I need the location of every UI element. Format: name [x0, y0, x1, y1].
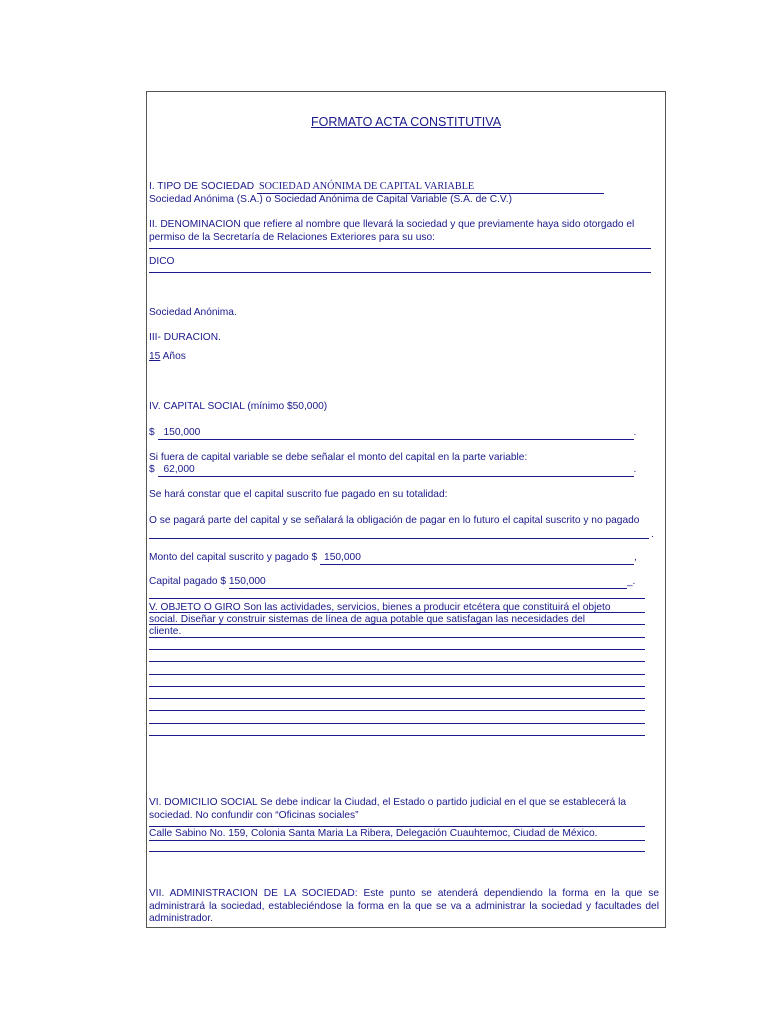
objeto-ruled-line[interactable] — [149, 674, 645, 675]
sociedad-anonima-text: Sociedad Anónima. — [149, 307, 237, 318]
capital-suscrito-comma: , — [634, 552, 637, 563]
objeto-ruled-line[interactable] — [149, 661, 645, 662]
denominacion-line2: permiso de la Secretaría de Relaciones Exteriores para su uso: — [149, 232, 435, 243]
capital-suscrito-value[interactable]: 150,000 — [320, 552, 634, 565]
capital-suscrito-row — [149, 552, 637, 565]
objeto-line1: V. OBJETO O GIRO Son las actividades, servicios, bienes a producir etcétera que constituirá el objeto — [149, 602, 611, 613]
denominacion-blank-line — [149, 248, 651, 249]
document-page — [146, 91, 666, 928]
domicilio-top-line — [149, 826, 645, 827]
denominacion-value[interactable]: DICO — [149, 256, 175, 267]
capital-totalidad: Se hará constar que el capital suscrito fue pagado en su totalidad: — [149, 489, 448, 500]
capital-parte-period: . — [651, 529, 654, 540]
duracion-row — [149, 351, 186, 363]
capital-suscrito-label: Monto del capital suscrito y pagado $ — [149, 552, 318, 563]
capital-value[interactable]: 150,000 — [158, 427, 634, 440]
capital-dollar: $ — [149, 427, 155, 438]
objeto-ruled-line[interactable] — [149, 735, 645, 736]
capital-variable-period: . — [633, 464, 637, 475]
capital-variable-dollar: $ — [149, 464, 155, 475]
domicilio-underline — [149, 840, 645, 841]
objeto-ruled-line[interactable] — [149, 624, 645, 625]
capital-variable-label: Si fuera de capital variable se debe señalar el monto del capital en la parte variable: — [149, 452, 528, 463]
objeto-ruled-line[interactable] — [149, 710, 645, 711]
objeto-ruled-line[interactable] — [149, 723, 645, 724]
denominacion-line1: II. DENOMINACION que refiere al nombre que llevará la sociedad y que previamente haya sido otorgado el — [149, 219, 635, 230]
capital-variable-row — [149, 464, 636, 477]
capital-pagado-row — [149, 576, 635, 589]
objeto-line3: cliente. — [149, 626, 182, 637]
objeto-top-line — [149, 598, 645, 599]
domicilio-blank-line — [149, 851, 645, 852]
administracion-text: VII. ADMINISTRACION DE LA SOCIEDAD: Este punto se atenderá dependiendo la forma en la que se administrará la sociedad, estableciéndose la forma en la que se va a administrar la sociedad y facultades del administrador. — [149, 888, 659, 924]
objeto-ruled-line[interactable] — [149, 698, 645, 699]
capital-period: . — [633, 427, 637, 438]
objeto-line2: social. Diseñar y construir sistemas de línea de agua potable que satisfagan las necesidades del — [149, 614, 586, 625]
capital-variable-value[interactable]: 62,000 — [158, 464, 634, 477]
capital-row — [149, 427, 636, 440]
duracion-label: III- DURACION. — [149, 332, 221, 343]
duracion-years[interactable]: 15 — [149, 351, 161, 362]
capital-label: IV. CAPITAL SOCIAL (mínimo $50,000) — [149, 401, 328, 412]
tipo-value[interactable]: SOCIEDAD ANÓNIMA DE CAPITAL VARIABLE — [257, 181, 604, 194]
objeto-ruled-line[interactable] — [149, 612, 645, 613]
objeto-ruled-line[interactable] — [149, 637, 645, 638]
capital-pagado-value[interactable]: 150,000 — [229, 576, 627, 589]
tipo-row — [149, 181, 604, 194]
duracion-unit: Años — [160, 351, 186, 362]
denominacion-underline — [149, 272, 651, 273]
capital-parte-line — [149, 538, 649, 539]
domicilio-line1: VI. DOMICILIO SOCIAL Se debe indicar la Ciudad, el Estado o partido judicial en el que se establecerá la — [149, 797, 626, 808]
document-title: FORMATO ACTA CONSTITUTIVA — [310, 115, 502, 129]
domicilio-value[interactable]: Calle Sabino No. 159, Colonia Santa Maria La Ribera, Delegación Cuauhtemoc, Ciudad de México. — [149, 828, 598, 839]
domicilio-line2: sociedad. No confundir con “Oficinas sociales” — [149, 810, 359, 821]
objeto-ruled-line[interactable] — [149, 686, 645, 687]
tipo-note: Sociedad Anónima (S.A.) o Sociedad Anónima de Capital Variable (S.A. de C.V.) — [149, 194, 512, 205]
capital-parte: O se pagará parte del capital y se señalará la obligación de pagar en lo futuro el capital suscrito y no pagado — [149, 515, 640, 526]
capital-pagado-label: Capital pagado $ — [149, 576, 227, 587]
capital-pagado-dotdot: _. — [626, 576, 636, 587]
objeto-ruled-line[interactable] — [149, 649, 645, 650]
tipo-label: I. TIPO DE SOCIEDAD — [149, 181, 255, 192]
